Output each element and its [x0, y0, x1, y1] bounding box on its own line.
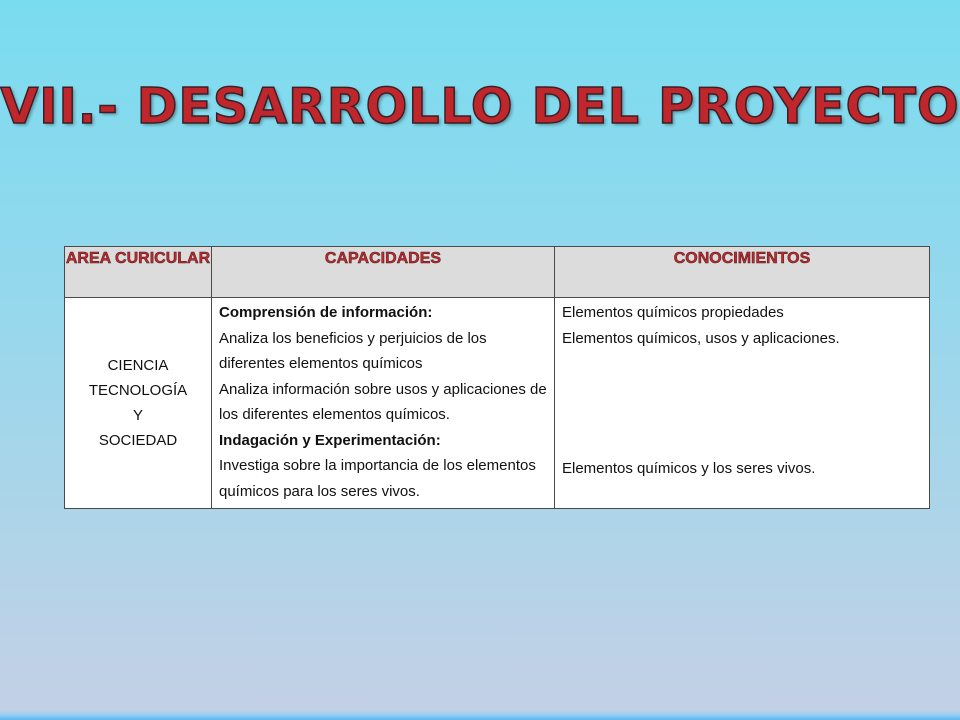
spacer — [562, 352, 923, 456]
area-line: CIENCIA — [107, 357, 169, 374]
capacidades-cell — [212, 298, 555, 509]
conocimiento-item: Elementos químicos, usos y aplicaciones. — [562, 330, 840, 347]
project-table — [64, 246, 930, 509]
capacidad-heading-comprension: Comprensión de información: — [219, 304, 433, 321]
capacidad-text: Investiga sobre la importancia de los elementos químicos para los seres vivos. — [219, 457, 536, 500]
table-row — [65, 298, 930, 509]
header-capacidades: CAPACIDADES — [212, 247, 555, 298]
header-conocimientos: CONOCIMIENTOS — [555, 247, 930, 298]
bottom-stripe — [0, 710, 960, 720]
capacidad-heading-indagacion: Indagación y Experimentación: — [219, 431, 441, 449]
capacidad-text: Analiza información sobre usos y aplicaciones de los diferentes elementos químicos. — [219, 380, 547, 423]
table-header-row — [65, 247, 930, 298]
area-line: SOCIEDAD — [98, 432, 178, 449]
area-line: Y — [132, 407, 143, 424]
conocimiento-item: Elementos químicos propiedades — [562, 304, 784, 321]
area-line: TECNOLOGÍA — [88, 382, 188, 399]
conocimiento-item: Elementos químicos y los seres vivos. — [562, 460, 816, 477]
capacidad-text: Analiza los beneficios y perjuicios de los diferentes elementos químicos — [219, 329, 487, 372]
conocimientos-cell — [555, 298, 930, 509]
slide-title: VII.- DESARROLLO DEL PROYECTO — [0, 78, 960, 135]
area-cell — [65, 298, 212, 509]
area-name — [65, 353, 211, 453]
header-area-curricular: AREA CURICULAR — [65, 247, 212, 298]
